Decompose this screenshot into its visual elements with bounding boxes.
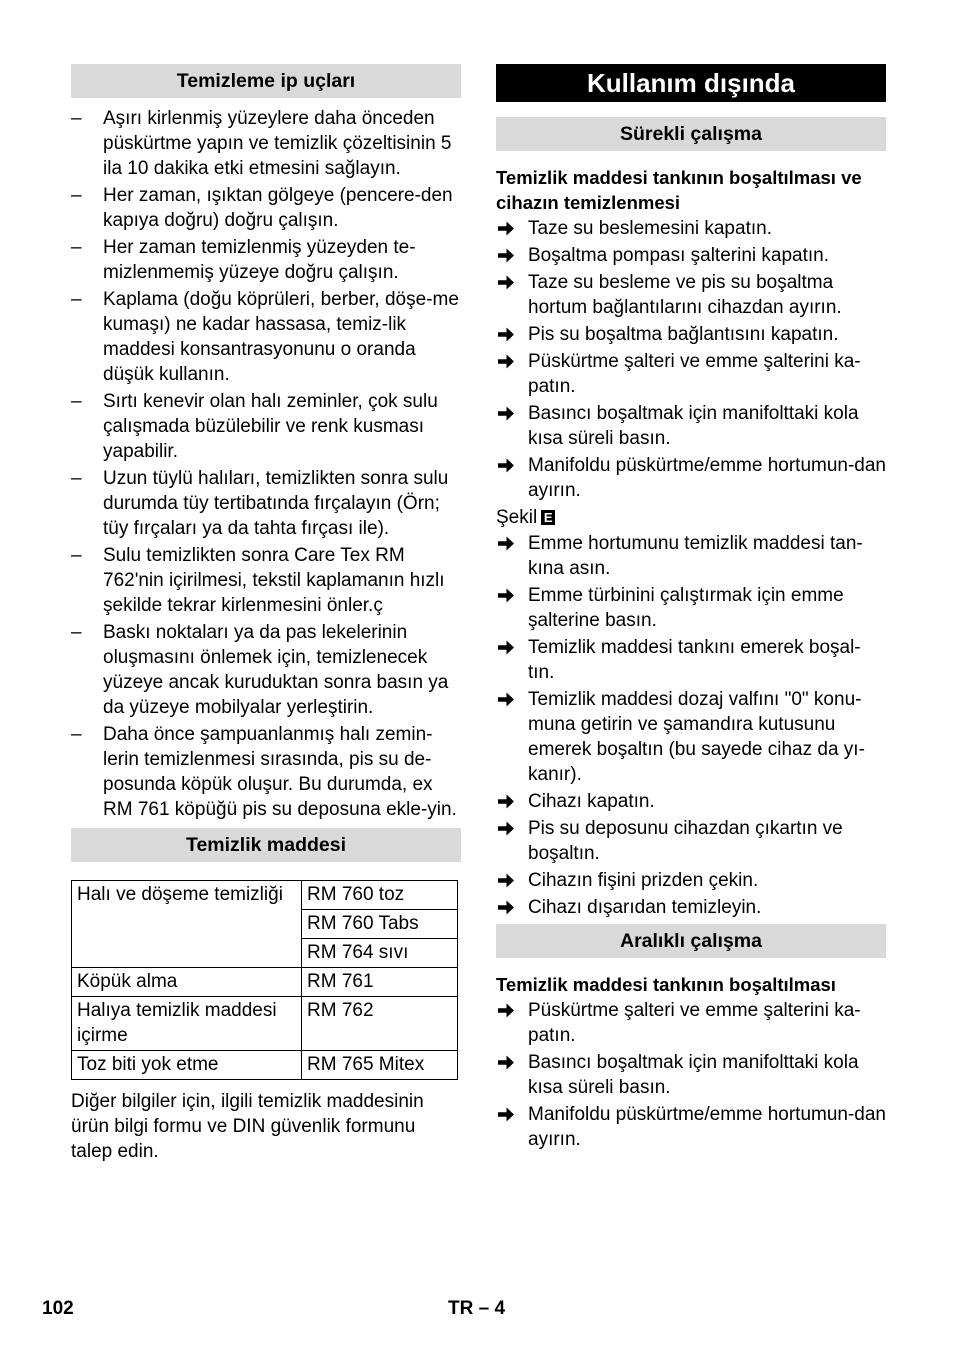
step-item: [496, 453, 886, 503]
tips-list: [71, 106, 461, 822]
list-item-text: Kaplama (doğu köprüleri, berber, döşe-me kumaşı) ne kadar hassasa, temiz-lik maddesi konsantrasyonunu o oranda düşük kullanın.: [103, 289, 459, 385]
list-item-text: Uzun tüylü halıları, temizlikten sonra sulu durumda tüy tertibatında fırçalayın (Örn; tüy fırçaları ya da tahta fırçası ile).: [103, 468, 449, 539]
arrow-right-icon: [498, 821, 514, 836]
arrow-right-icon: [498, 794, 514, 809]
arrow-right-icon: [498, 221, 514, 236]
table-cell-label: Halı ve döşeme temizliği: [72, 881, 302, 968]
list-item: [71, 722, 461, 822]
table-cell-label: Köpük alma: [72, 968, 302, 997]
interval-subheading: Temizlik maddesi tankının boşaltılması: [496, 974, 836, 995]
step-text: Basıncı boşaltmak için manifolttaki kola kısa süreli basın.: [528, 1052, 859, 1098]
dash-bullet: –: [71, 108, 82, 129]
arrow-right-icon: [498, 536, 514, 551]
step-item: [496, 583, 886, 633]
left-column: [71, 64, 461, 1164]
figure-badge: E: [541, 510, 555, 525]
list-item: [71, 235, 461, 285]
list-item: [71, 183, 461, 233]
dash-bullet: –: [71, 622, 82, 643]
page-number: 102: [42, 1298, 74, 1319]
steps-list: [496, 531, 886, 920]
step-item: [496, 1050, 886, 1100]
arrow-right-icon: [498, 640, 514, 655]
table-cell-product: RM 762: [302, 997, 458, 1051]
step-text: Taze su besleme ve pis su boşaltma hortum bağlantılarını cihazdan ayırın.: [528, 272, 842, 318]
dash-bullet: –: [71, 468, 82, 489]
step-text: Taze su beslemesini kapatın.: [528, 218, 772, 239]
list-item: [71, 106, 461, 181]
figure-reference: [496, 505, 886, 530]
steps-list: [496, 998, 886, 1152]
list-item-text: Her zaman, ışıktan gölgeye (pencere-den kapıya doğru) doğru çalışın.: [103, 185, 453, 231]
step-text: Cihazı kapatın.: [528, 791, 655, 812]
step-text: Manifoldu püskürtme/emme hortumun-dan ayırın.: [528, 1104, 887, 1150]
step-text: Emme türbinini çalıştırmak için emme şalterine basın.: [528, 585, 844, 631]
interval-heading: Aralıklı çalışma: [496, 924, 886, 958]
step-text: Pis su boşaltma bağlantısını kapatın.: [528, 324, 839, 345]
arrow-right-icon: [498, 458, 514, 473]
table-cell-product: RM 760 Tabs: [302, 910, 458, 939]
step-text: Temizlik maddesi tankını emerek boşal-tın.: [528, 637, 861, 683]
arrow-right-icon: [498, 1003, 514, 1018]
continuous-subheading: Temizlik maddesi tankının boşaltılması ve cihazın temizlenmesi: [496, 167, 862, 213]
step-item: [496, 270, 886, 320]
list-item: [71, 620, 461, 720]
step-item: [496, 816, 886, 866]
language-page-label: TR – 4: [448, 1298, 506, 1319]
dash-bullet: –: [71, 185, 82, 206]
main-title: Kullanım dışında: [496, 64, 886, 102]
step-text: Emme hortumunu temizlik maddesi tan-kına asın.: [528, 533, 863, 579]
steps-list: [496, 216, 886, 503]
step-item: [496, 687, 886, 787]
step-text: Temizlik maddesi dozaj valfını "0" konu-muna getirin ve şamandıra kutusunu emerek boşaltın (bu sayede cihaz da yı-kanır).: [528, 689, 865, 785]
arrow-right-icon: [498, 588, 514, 603]
table-cell-label: Halıya temizlik maddesi içirme: [72, 997, 302, 1051]
arrow-right-icon: [498, 1055, 514, 1070]
step-item: [496, 789, 886, 814]
arrow-right-icon: [498, 275, 514, 290]
table-row: [72, 968, 458, 997]
step-text: Cihazı dışarıdan temizleyin.: [528, 897, 762, 918]
table-cell-label: Toz biti yok etme: [72, 1051, 302, 1080]
table-cell-product: RM 760 toz: [302, 881, 458, 910]
step-text: Cihazın fişini prizden çekin.: [528, 870, 759, 891]
step-item: [496, 531, 886, 581]
list-item: [71, 543, 461, 618]
table-row: [72, 881, 458, 910]
arrow-right-icon: [498, 873, 514, 888]
dash-bullet: –: [71, 391, 82, 412]
table-cell-product: RM 764 sıvı: [302, 939, 458, 968]
list-item-text: Baskı noktaları ya da pas lekelerinin oluşmasını önlemek için, temizlenecek yüzeye ancak kuruduktan sonra basın ya da yüzeye mobilyalar yerleştirin.: [103, 622, 449, 718]
list-item: [71, 466, 461, 541]
cleaning-agent-table: [71, 880, 458, 1080]
dash-bullet: –: [71, 237, 82, 258]
table-cell-product: RM 761: [302, 968, 458, 997]
step-text: Püskürtme şalteri ve emme şalterini ka-patın.: [528, 1000, 861, 1046]
table-row: [72, 997, 458, 1051]
dash-bullet: –: [71, 724, 82, 745]
step-item: [496, 322, 886, 347]
arrow-right-icon: [498, 692, 514, 707]
arrow-right-icon: [498, 354, 514, 369]
right-column: [496, 64, 886, 1154]
figure-label: Şekil: [496, 507, 538, 528]
list-item-text: Her zaman temizlenmiş yüzeyden te-mizlenmemiş yüzeye doğru çalışın.: [103, 237, 416, 283]
step-text: Pis su deposunu cihazdan çıkartın ve boşaltın.: [528, 818, 843, 864]
list-item: [71, 389, 461, 464]
step-item: [496, 349, 886, 399]
step-item: [496, 635, 886, 685]
continuous-heading: Sürekli çalışma: [496, 117, 886, 151]
agent-heading: Temizlik maddesi: [71, 828, 461, 862]
step-item: [496, 998, 886, 1048]
dash-bullet: –: [71, 289, 82, 310]
list-item-text: Sırtı kenevir olan halı zeminler, çok sulu çalışmada büzülebilir ve renk kusması yapabilir.: [103, 391, 438, 462]
agent-note: Diğer bilgiler için, ilgili temizlik maddesinin ürün bilgi formu ve DIN güvenlik formunu talep edin.: [71, 1091, 424, 1162]
step-text: Püskürtme şalteri ve emme şalterini ka-patın.: [528, 351, 861, 397]
dash-bullet: –: [71, 545, 82, 566]
step-item: [496, 401, 886, 451]
list-item-text: Aşırı kirlenmiş yüzeylere daha önceden püskürtme yapın ve temizlik çözeltisinin 5 ila 10 dakika etki etmesini sağlayın.: [103, 108, 452, 179]
list-item-text: Daha önce şampuanlanmış halı zemin-lerin temizlenmesi sırasında, pis su de-posunda köpük oluşur. Bu durumda, ex RM 761 köpüğü pis su deposuna ekle-yin.: [103, 724, 457, 820]
arrow-right-icon: [498, 327, 514, 342]
step-item: [496, 216, 886, 241]
list-item: [71, 287, 461, 387]
tips-heading: Temizleme ip uçları: [71, 64, 461, 98]
step-item: [496, 868, 886, 893]
step-item: [496, 895, 886, 920]
step-text: Manifoldu püskürtme/emme hortumun-dan ayırın.: [528, 455, 887, 501]
arrow-right-icon: [498, 248, 514, 263]
step-text: Boşaltma pompası şalterini kapatın.: [528, 245, 829, 266]
list-item-text: Sulu temizlikten sonra Care Tex RM 762'nin içirilmesi, tekstil kaplamanın hızlı şekilde tekrar kirlenmesini önler.ç: [103, 545, 445, 616]
table-cell-product: RM 765 Mitex: [302, 1051, 458, 1080]
step-text: Basıncı boşaltmak için manifolttaki kola kısa süreli basın.: [528, 403, 859, 449]
arrow-right-icon: [498, 900, 514, 915]
step-item: [496, 1102, 886, 1152]
arrow-right-icon: [498, 406, 514, 421]
arrow-right-icon: [498, 1107, 514, 1122]
step-item: [496, 243, 886, 268]
table-row: [72, 1051, 458, 1080]
